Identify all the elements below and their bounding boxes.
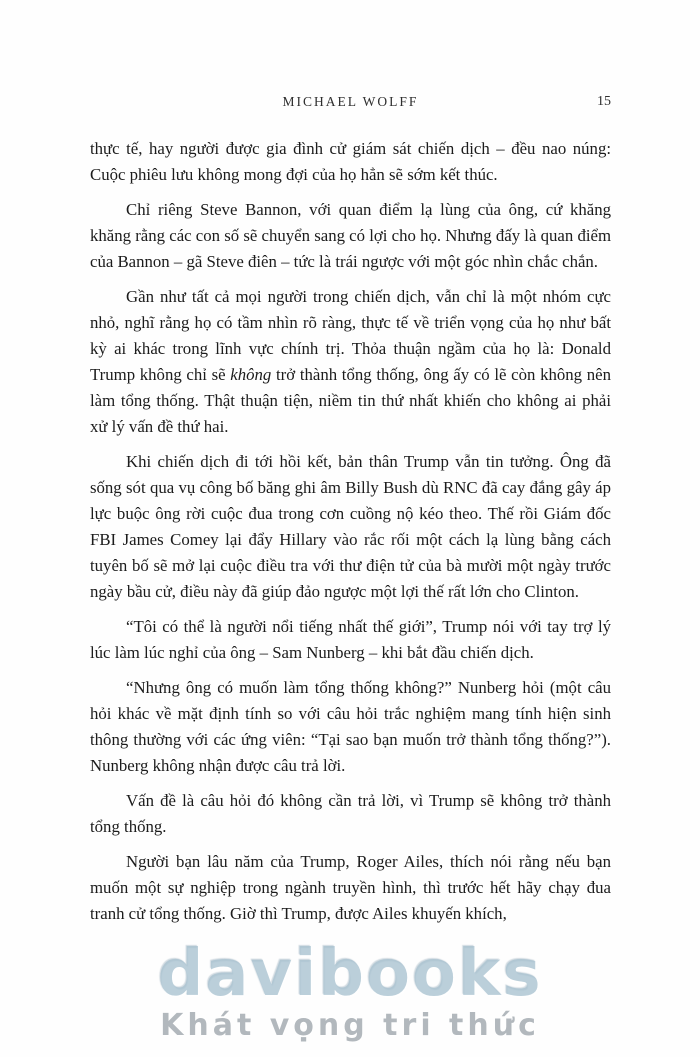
watermark <box>0 936 700 1043</box>
page-header <box>90 94 611 110</box>
page-number: 15 <box>597 94 611 109</box>
emphasized-word: không <box>230 365 272 384</box>
watermark-brand: davibooks <box>157 936 543 1011</box>
paragraph: Vấn đề là câu hỏi đó không cần trả lời, vì Trump sẽ không trở thành tổng thống. <box>90 791 611 836</box>
paragraph: thực tế, hay người được gia đình cử giám sát chiến dịch – đều nao núng: Cuộc phiêu lưu không mong đợi của họ hẳn sẽ sớm kết thúc. <box>90 139 611 184</box>
running-head-author: MICHAEL WOLFF <box>282 94 419 109</box>
paragraph: Người bạn lâu năm của Trump, Roger Ailes, thích nói rằng nếu bạn muốn một sự nghiệp trong ngành truyền hình, thì trước hết hãy chạy đua tranh cử tổng thống. Giờ thì Trump, được Ailes khuyến khích, <box>90 852 611 923</box>
paragraph <box>90 284 611 440</box>
paragraph-text: trở thành tổng thống, ông ấy có lẽ còn không nên làm tổng thống. Thật thuận tiện, niềm tin thứ nhất khiến cho không ai phải xử lý vấn đề thứ hai. <box>90 365 611 436</box>
paragraph: Khi chiến dịch đi tới hồi kết, bản thân Trump vẫn tin tưởng. Ông đã sống sót qua vụ công bố băng ghi âm Billy Bush dù RNC đã cay đắng gây áp lực buộc ông rời cuộc đua trong cơn cuồng nộ kéo theo. Thế rồi Giám đốc FBI James Comey lại đẩy Hillary vào rắc rối một cách lạ lùng bằng cách tuyên bố sẽ mở lại cuộc điều tra với thư điện tử của bà mười một ngày trước ngày bầu cử, điều này đã giúp đảo ngược một lợi thế rất lớn cho Clinton. <box>90 452 611 601</box>
paragraph: Chỉ riêng Steve Bannon, với quan điểm lạ lùng của ông, cứ khăng khăng rằng các con số sẽ chuyển sang có lợi cho họ. Nhưng đấy là quan điểm của Bannon – gã Steve điên – tức là trái ngược với một góc nhìn chắc chắn. <box>90 200 611 271</box>
watermark-tagline: Khát vọng tri thức <box>160 1008 540 1043</box>
paragraph-text: Gần như tất cả mọi người trong chiến dịch, vẫn chỉ là một nhóm cực nhỏ, nghĩ rằng họ có tầm nhìn rõ ràng, thực tế về triển vọng của họ như bất kỳ ai khác trong lĩnh vực chính trị. Thỏa thuận ngầm của họ là: Donald Trump không chỉ sẽ <box>90 287 611 384</box>
paragraph: “Nhưng ông có muốn làm tổng thống không?” Nunberg hỏi (một câu hỏi khác về mặt định tính so với câu hỏi trắc nghiệm mang tính hiện sinh thông thường với các ứng viên: “Tại sao bạn muốn trở thành tổng thống?”). Nunberg không nhận được câu trả lời. <box>90 678 611 775</box>
paragraph: “Tôi có thể là người nổi tiếng nhất thế giới”, Trump nói với tay trợ lý lúc làm lúc nghỉ của ông – Sam Nunberg – khi bắt đầu chiến dịch. <box>90 617 611 662</box>
body-text <box>90 136 611 927</box>
